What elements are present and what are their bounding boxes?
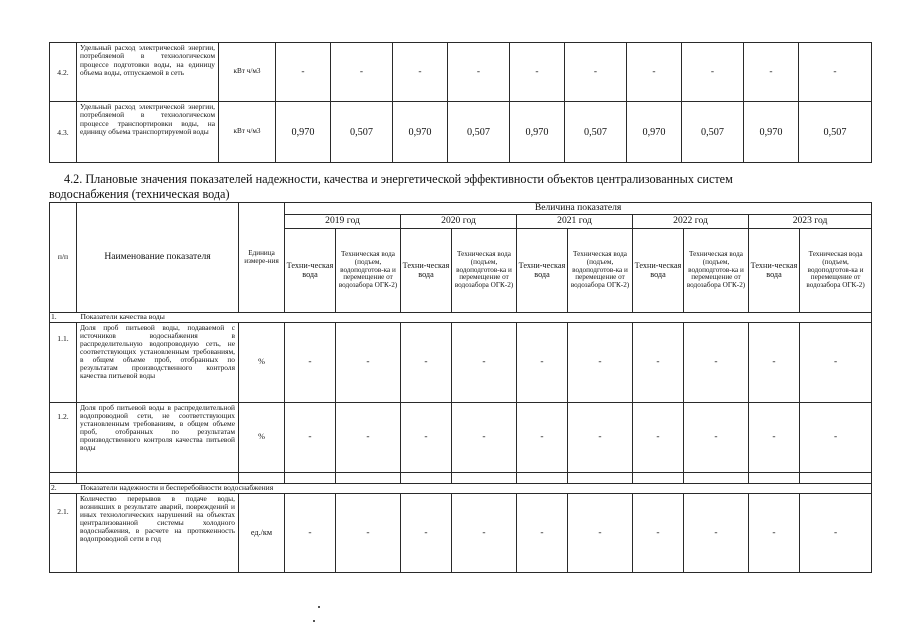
header-value-group: Величина показателя	[285, 203, 872, 215]
value-cell: 0,507	[331, 102, 393, 163]
empty-cell	[749, 473, 800, 484]
section-heading-continued: водоснабжения (техническая вода)	[49, 187, 230, 201]
header-year: 2019 год	[285, 215, 401, 229]
empty-cell	[452, 473, 517, 484]
header-col-technical-water-ogk2: Техническая вода (подъем, водоподготов-ка и перемещение от водозабора ОГК-2)	[684, 229, 749, 313]
energy-table	[49, 42, 872, 163]
header-col-technical-water: Техни-ческая вода	[285, 229, 336, 313]
header-unit: Единица измере-ния	[239, 203, 285, 313]
value-cell: -	[568, 403, 633, 473]
value-cell: -	[452, 403, 517, 473]
value-cell: 0,507	[682, 102, 744, 163]
empty-cell	[517, 473, 568, 484]
value-cell: -	[799, 43, 872, 102]
section-number: 2.	[50, 484, 77, 494]
value-cell: -	[336, 494, 401, 573]
value-cell: -	[633, 403, 684, 473]
value-cell: -	[800, 494, 872, 573]
value-cell: -	[336, 323, 401, 403]
value-cell: -	[684, 403, 749, 473]
scan-speck	[318, 606, 320, 608]
row-number: 4.2.	[50, 43, 77, 102]
empty-cell	[568, 473, 633, 484]
value-cell: -	[633, 323, 684, 403]
value-cell: -	[684, 494, 749, 573]
header-year: 2022 год	[633, 215, 749, 229]
value-cell: -	[749, 494, 800, 573]
value-cell: -	[452, 323, 517, 403]
row-number: 1.1.	[50, 323, 77, 403]
empty-cell	[633, 473, 684, 484]
value-cell: -	[285, 403, 336, 473]
indicator-name: Доля проб питьевой воды в распределительной водопроводной сети, не соответствующих установленным требованиям, в общем объеме проб, отобранных по результатам производственного контроля качества питьевой воды	[77, 403, 239, 473]
value-cell: -	[276, 43, 331, 102]
value-cell: -	[568, 494, 633, 573]
value-cell: -	[800, 323, 872, 403]
value-cell: -	[448, 43, 510, 102]
value-cell: -	[684, 323, 749, 403]
value-cell: -	[517, 403, 568, 473]
unit-cell: ед./км	[239, 494, 285, 573]
row-number: 2.1.	[50, 494, 77, 573]
section-number: 1.	[50, 313, 77, 323]
unit-cell: %	[239, 403, 285, 473]
value-cell: -	[800, 403, 872, 473]
value-cell: -	[682, 43, 744, 102]
indicator-name: Удельный расход электрической энергии, потребляемой в технологическом процессе подготовки воды, на единицу объема воды, отпускаемой в сеть	[77, 43, 219, 102]
header-col-technical-water-ogk2: Техническая вода (подъем, водоподготов-ка и перемещение от водозабора ОГК-2)	[452, 229, 517, 313]
header-col-technical-water: Техни-ческая вода	[401, 229, 452, 313]
value-cell: -	[633, 494, 684, 573]
value-cell: -	[749, 323, 800, 403]
indicator-name: Количество перерывов в подаче воды, возникших в результате аварий, повреждений и иных технологических нарушений на объектах централизованной системы холодного водоснабжения, в расчете на протяженность водопроводной сети в год	[77, 494, 239, 573]
table-row	[50, 323, 872, 403]
value-cell: -	[749, 403, 800, 473]
unit-cell: кВт ч/м3	[219, 43, 276, 102]
section-title: Показатели надежности и бесперебойности водоснабжения	[77, 484, 872, 494]
value-cell: 0,507	[448, 102, 510, 163]
table-row	[50, 102, 872, 163]
empty-cell	[50, 473, 77, 484]
value-cell: -	[452, 494, 517, 573]
value-cell: -	[568, 323, 633, 403]
header-number: п/п	[50, 203, 77, 313]
header-year: 2023 год	[749, 215, 872, 229]
value-cell: 0,970	[627, 102, 682, 163]
value-cell: -	[401, 494, 452, 573]
value-cell: 0,970	[393, 102, 448, 163]
value-cell: -	[517, 323, 568, 403]
value-cell: -	[401, 323, 452, 403]
unit-cell: %	[239, 323, 285, 403]
value-cell: -	[393, 43, 448, 102]
table-row	[50, 494, 872, 573]
scan-speck	[313, 620, 315, 622]
value-cell: -	[401, 403, 452, 473]
table-row	[50, 43, 872, 102]
indicator-name: Удельный расход электрической энергии, потребляемой в технологическом процессе транспортировки воды, на единицу объема транспортируемой воды	[77, 102, 219, 163]
table-row	[50, 403, 872, 473]
value-cell: -	[285, 494, 336, 573]
header-col-technical-water: Техни-ческая вода	[749, 229, 800, 313]
value-cell: -	[331, 43, 393, 102]
empty-cell	[684, 473, 749, 484]
empty-cell	[77, 473, 239, 484]
header-year: 2020 год	[401, 215, 517, 229]
indicators-table	[49, 202, 872, 573]
header-col-technical-water-ogk2: Техническая вода (подъем, водоподготов-ка и перемещение от водозабора ОГК-2)	[800, 229, 872, 313]
header-col-technical-water: Техни-ческая вода	[517, 229, 568, 313]
value-cell: -	[627, 43, 682, 102]
section-row	[50, 313, 872, 323]
value-cell: 0,970	[276, 102, 331, 163]
value-cell: 0,507	[799, 102, 872, 163]
empty-cell	[285, 473, 336, 484]
row-number: 4.3.	[50, 102, 77, 163]
header-col-technical-water-ogk2: Техническая вода (подъем, водоподготов-ка и перемещение от водозабора ОГК-2)	[336, 229, 401, 313]
table-header-row	[50, 203, 872, 215]
value-cell: -	[510, 43, 565, 102]
value-cell: 0,507	[565, 102, 627, 163]
section-title: Показатели качества воды	[77, 313, 872, 323]
spacer-row	[50, 473, 872, 484]
header-year: 2021 год	[517, 215, 633, 229]
empty-cell	[800, 473, 872, 484]
row-number: 1.2.	[50, 403, 77, 473]
value-cell: 0,970	[510, 102, 565, 163]
empty-cell	[239, 473, 285, 484]
section-row	[50, 484, 872, 494]
unit-cell: кВт ч/м3	[219, 102, 276, 163]
value-cell: -	[336, 403, 401, 473]
value-cell: -	[517, 494, 568, 573]
empty-cell	[401, 473, 452, 484]
value-cell: -	[565, 43, 627, 102]
value-cell: 0,970	[744, 102, 799, 163]
indicator-name: Доля проб питьевой воды, подаваемой с источников водоснабжения в распределительную водопроводную сеть, не соответствующих установленным требованиям, в общем объеме проб, отобранных по результатам производственного контроля качества питьевой воды	[77, 323, 239, 403]
section-heading: 4.2. Плановые значения показателей надежности, качества и энергетической эффективности объектов централизованных систем	[64, 172, 733, 186]
header-indicator-name: Наименование показателя	[77, 203, 239, 313]
header-col-technical-water: Техни-ческая вода	[633, 229, 684, 313]
empty-cell	[336, 473, 401, 484]
value-cell: -	[285, 323, 336, 403]
value-cell: -	[744, 43, 799, 102]
header-col-technical-water-ogk2: Техническая вода (подъем, водоподготов-ка и перемещение от водозабора ОГК-2)	[568, 229, 633, 313]
